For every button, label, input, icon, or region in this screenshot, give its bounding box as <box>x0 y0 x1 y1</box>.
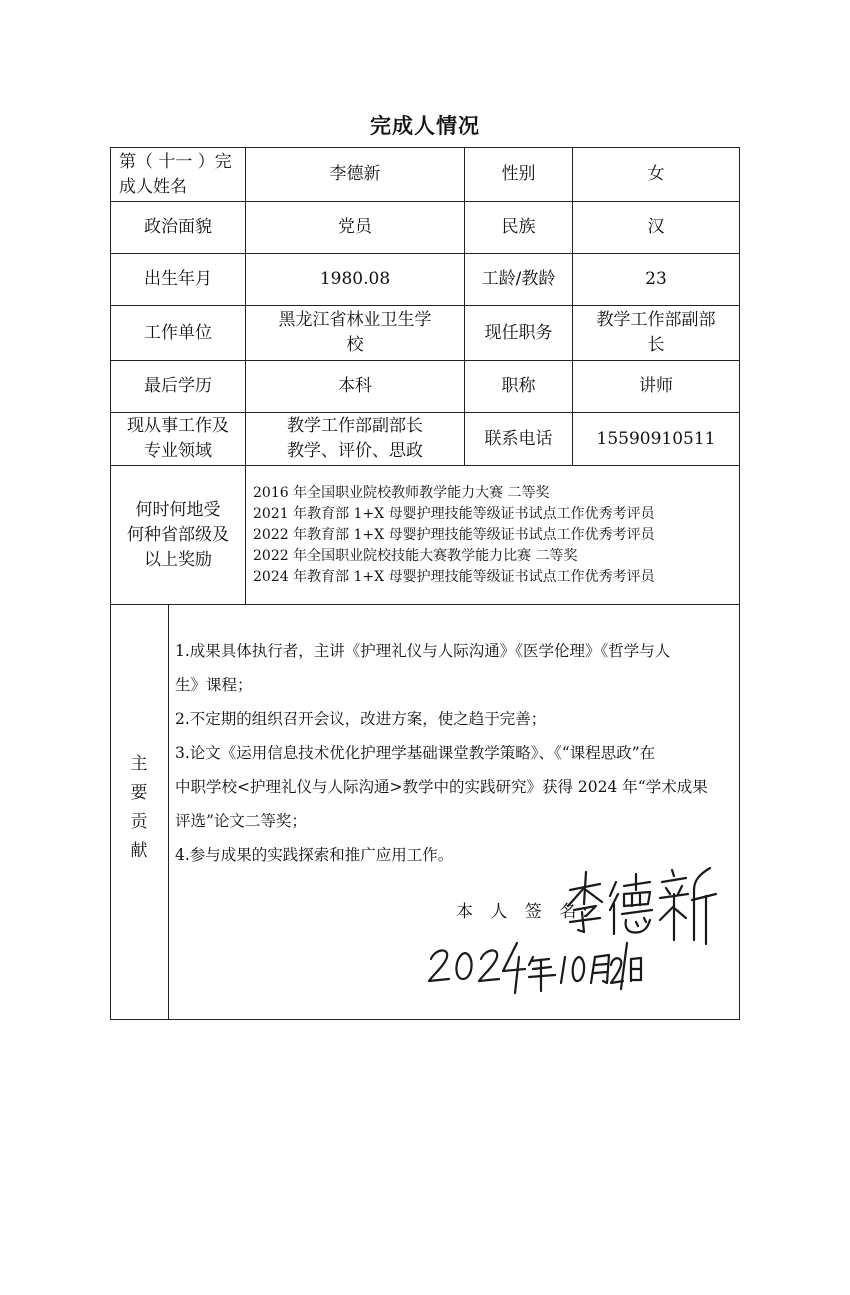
contribution-line: 中职学校<护理礼仪与人际沟通>教学中的实践研究》获得 2024 年“学术成果 <box>175 778 708 796</box>
position-label: 现任职务 <box>484 322 553 343</box>
awards-label <box>111 466 245 604</box>
awards-list <box>253 483 738 588</box>
name-label <box>111 148 245 201</box>
awards-label-line3: 以上奖励 <box>144 549 212 570</box>
ethnicity-value: 汉 <box>647 217 665 237</box>
contribution-text <box>175 634 730 872</box>
row-divider <box>110 604 740 605</box>
award-item: 2021 年教育部 1+X 母婴护理技能等级证书试点工作优秀考评员 <box>253 506 655 522</box>
contribution-label-char: 主 <box>130 754 148 774</box>
field-label-line1: 现从事工作及 <box>127 416 229 436</box>
seniority-label: 工龄/教龄 <box>481 269 556 289</box>
contribution-label <box>110 750 168 866</box>
education-value: 本科 <box>338 376 372 396</box>
contribution-label-char: 献 <box>130 841 148 861</box>
workplace-value-line2: 校 <box>346 335 364 355</box>
ethnicity-label: 民族 <box>501 217 536 237</box>
title-value: 讲师 <box>639 376 673 396</box>
name-label-line2: 成人姓名 <box>119 176 187 197</box>
handwritten-date <box>425 935 645 995</box>
gender-value: 女 <box>647 164 665 184</box>
birth-value: 1980.08 <box>319 269 391 289</box>
gender-label: 性别 <box>501 164 536 184</box>
workplace-value <box>246 306 464 360</box>
position-value-line2: 长 <box>647 335 665 355</box>
position-value <box>573 306 739 360</box>
workplace-value-line1: 黑龙江省林业卫生学 <box>278 310 432 330</box>
phone-label: 联系电话 <box>484 428 553 449</box>
field-value-line2: 教学、评价、思政 <box>287 441 423 461</box>
contribution-line: 4.参与成果的实践探索和推广应用工作。 <box>175 846 454 864</box>
field-value-line1: 教学工作部副部长 <box>287 416 423 436</box>
page-title: 完成人情况 <box>370 114 480 138</box>
seniority-value: 23 <box>645 269 667 289</box>
political-label: 政治面貌 <box>144 217 212 237</box>
title-label: 职称 <box>501 376 536 396</box>
signature-label: 本 人 签 名: <box>456 902 594 922</box>
field-label <box>111 413 245 465</box>
contribution-label-char: 贡 <box>130 812 148 832</box>
political-value: 党员 <box>338 217 372 237</box>
contribution-line: 3.论文《运用信息技术优化护理学基础课堂教学策略》、《“课程思政”在 <box>175 744 656 762</box>
name-label-line1: 第（ 十一 ）完 <box>119 151 232 172</box>
award-item: 2016 年全国职业院校教师教学能力大赛 二等奖 <box>253 485 550 501</box>
field-label-line2: 专业领域 <box>144 441 212 461</box>
award-item: 2022 年教育部 1+X 母婴护理技能等级证书试点工作优秀考评员 <box>253 527 655 543</box>
contribution-label-char: 要 <box>130 783 148 803</box>
awards-label-line2: 何种省部级及 <box>127 524 229 545</box>
column-divider <box>168 604 169 1020</box>
award-item: 2024 年教育部 1+X 母婴护理技能等级证书试点工作优秀考评员 <box>253 569 655 585</box>
awards-label-line1: 何时何地受 <box>135 499 221 520</box>
contribution-line: 评选”论文二等奖； <box>175 812 307 830</box>
contribution-line: 生》课程； <box>175 676 253 694</box>
workplace-label: 工作单位 <box>144 322 212 343</box>
position-value-line1: 教学工作部副部 <box>596 310 716 330</box>
contribution-line: 1.成果具体执行者，主讲《护理礼仪与人际沟通》《医学伦理》《哲学与人 <box>175 642 671 660</box>
education-label: 最后学历 <box>144 376 212 396</box>
phone-value: 15590910511 <box>596 428 716 449</box>
name-value: 李德新 <box>329 164 381 184</box>
field-value <box>246 413 464 465</box>
contribution-line: 2.不定期的组织召开会议，改进方案，使之趋于完善； <box>175 710 547 728</box>
award-item: 2022 年全国职业院校技能大赛教学能力比赛 二等奖 <box>253 548 578 564</box>
birth-label: 出生年月 <box>144 269 212 289</box>
